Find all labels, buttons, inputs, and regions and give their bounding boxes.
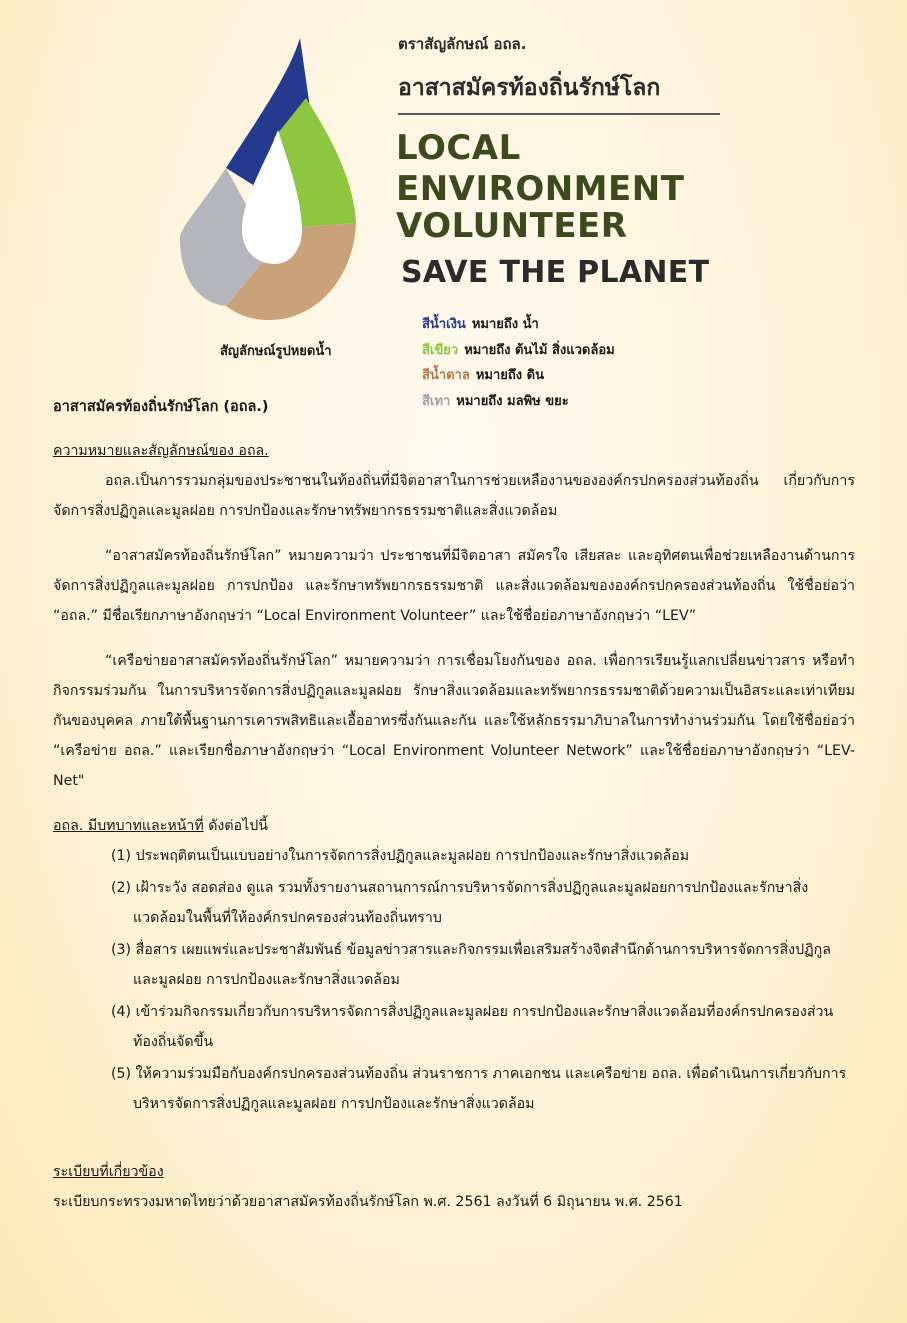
logo-en-line-1: LOCAL [396,128,521,168]
logo-en-line-3: VOLUNTEER [396,206,628,246]
logo-slogan: SAVE THE PLANET [401,255,710,290]
regulation-text: ระเบียบกระทรวงมหาดไทยว่าด้วยอาสาสมัครท้องถิ่นรักษ์โลก พ.ศ. 2561 ลงวันที่ 6 มิถุนายน พ.ศ. 2561 [53,1194,683,1210]
legend-meaning: หมายถึง มลพิษ ขยะ [456,393,569,409]
legend-color-name: สีน้ำเงิน [422,317,466,332]
duties-list [53,841,855,1119]
legend-color-name: สีน้ำตาล [422,368,470,383]
list-item: (4) เข้าร่วมกิจกรรมเกี่ยวกับการบริหารจัดการสิ่งปฏิกูลและมูลฝอย การปกป้องและรักษาสิ่งแวดล้อมที่องค์กรปกครองส่วนท้องถิ่นจัดขึ้น [111,1004,834,1050]
logo-divider [398,113,720,115]
paragraph-1: อถล.เป็นการรวมกลุ่มของประชาชนในท้องถิ่นที่มีจิตอาสาในการช่วยเหลืองานขององค์กรปกครองส่วนท้องถิ่น เกี่ยวกับการจัดการสิ่งปฏิกูลและมูลฝอย การปกป้องและรักษาทรัพยากรธรรมชาติและสิ่งแวดล้อม [53,473,855,519]
emblem-label: ตราสัญลักษณ์ อถล. [398,35,527,53]
drop-caption: สัญลักษณ์รูปหยดน้ำ [220,344,332,359]
legend-color-name: สีเขียว [422,342,459,358]
list-item: (3) สื่อสาร เผยแพร่และประชาสัมพันธ์ ข้อมูลข่าวสารและกิจกรรมเพื่อเสริมสร้างจิตสำนึกด้านการบริหารจัดการสิ่งปฏิกูลและมูลฝอย การปกป้องและรักษาสิ่งแวดล้อม [111,942,831,988]
duties-heading-text: อถล. มีบทบาทและหน้าที่ [53,818,204,834]
legend-meaning: หมายถึง ดิน [475,368,544,383]
list-item: (2) เฝ้าระวัง สอดส่อง ดูแล รวมทั้งรายงานสถานการณ์การบริหารจัดการสิ่งปฏิกูลและมูลฝอยการปกป้องและรักษาสิ่งแวดล้อมในพื้นที่ให้องค์กรปกครองส่วนท้องถิ่นทราบ [111,880,809,926]
paragraph-3: “เครือข่ายอาสาสมัครท้องถิ่นรักษ์โลก” หมายความว่า การเชื่อมโยงกันของ อถล. เพื่อการเรียนรู้แลกเปลี่ยนข่าวสาร หรือทำกิจกรรมร่วมกัน ในการบริหารจัดการสิ่งปฏิกูลและมูลฝอย รักษาสิ่งแวดล้อมและทรัพยากรธรรมชาติด้วยความเป็นอิสระและเท่าเทียมกันของบุคคล ภายใต้พื้นฐานการเคารพสิทธิและเอื้ออาทรซึ่งกันและกัน และใช้หลักธรรมาภิบาลในการทำงานร่วมกัน โดยใช้ชื่อย่อว่า “เครือข่าย อถล.” และเรียกชื่อภาษาอังกฤษว่า “Local Environment Volunteer Network” และใช้ชื่อย่อภาษาอังกฤษว่า “LEV-Net" [53,653,855,789]
paragraph-2: “อาสาสมัครท้องถิ่นรักษ์โลก” หมายความว่า ประชาชนที่มีจิตอาสา สมัครใจ เสียสละ และอุทิศตนเพื่อช่วยเหลืองานด้านการจัดการสิ่งปฏิกูลและมูลฝอย การปกป้อง และรักษาทรัพยากรธรรมชาติ และสิ่งแวดล้อมขององค์กรปกครองส่วนท้องถิ่น ใช้ชื่อย่อว่า “อถล.” มีชื่อเรียกภาษาอังกฤษว่า “Local Environment Volunteer” และใช้ชื่อย่อภาษาอังกฤษว่า “LEV” [53,548,855,624]
duties-heading-suffix: ดังต่อไปนี้ [203,818,268,834]
water-drop-icon [178,38,358,320]
logo-thai-name: อาสาสมัครท้องถิ่นรักษ์โลก [398,75,661,101]
legend-item-blue [422,312,615,338]
logo-en-line-2: ENVIRONMENT [396,169,685,209]
legend-item-green [422,338,615,364]
list-item: (5) ให้ความร่วมมือกับองค์กรปกครองส่วนท้องถิ่น ส่วนราชการ ภาคเอกชน และเครือข่าย อถล. เพื่อดำเนินการเกี่ยวกับการบริหารจัดการสิ่งปฏิกูลและมูลฝอย การปกป้องและรักษาสิ่งแวดล้อม [111,1066,847,1112]
section-heading-duties [53,811,855,841]
legend-color-name: สีเทา [422,393,451,409]
list-item: (1) ประพฤติตนเป็นแบบอย่างในการจัดการสิ่งปฏิกูลและมูลฝอย การปกป้องและรักษาสิ่งแวดล้อม [111,848,690,864]
section-heading-meaning: ความหมายและสัญลักษณ์ของ อถล. [53,443,269,459]
document-body [53,392,855,1217]
legend-meaning: หมายถึง น้ำ [471,317,539,332]
document-title: อาสาสมัครท้องถิ่นรักษ์โลก (อถล.) [53,399,269,415]
section-heading-regulations: ระเบียบที่เกี่ยวข้อง [53,1164,164,1180]
legend-meaning: หมายถึง ต้นไม้ สิ่งแวดล้อม [464,342,615,358]
legend-item-brown [422,363,615,389]
